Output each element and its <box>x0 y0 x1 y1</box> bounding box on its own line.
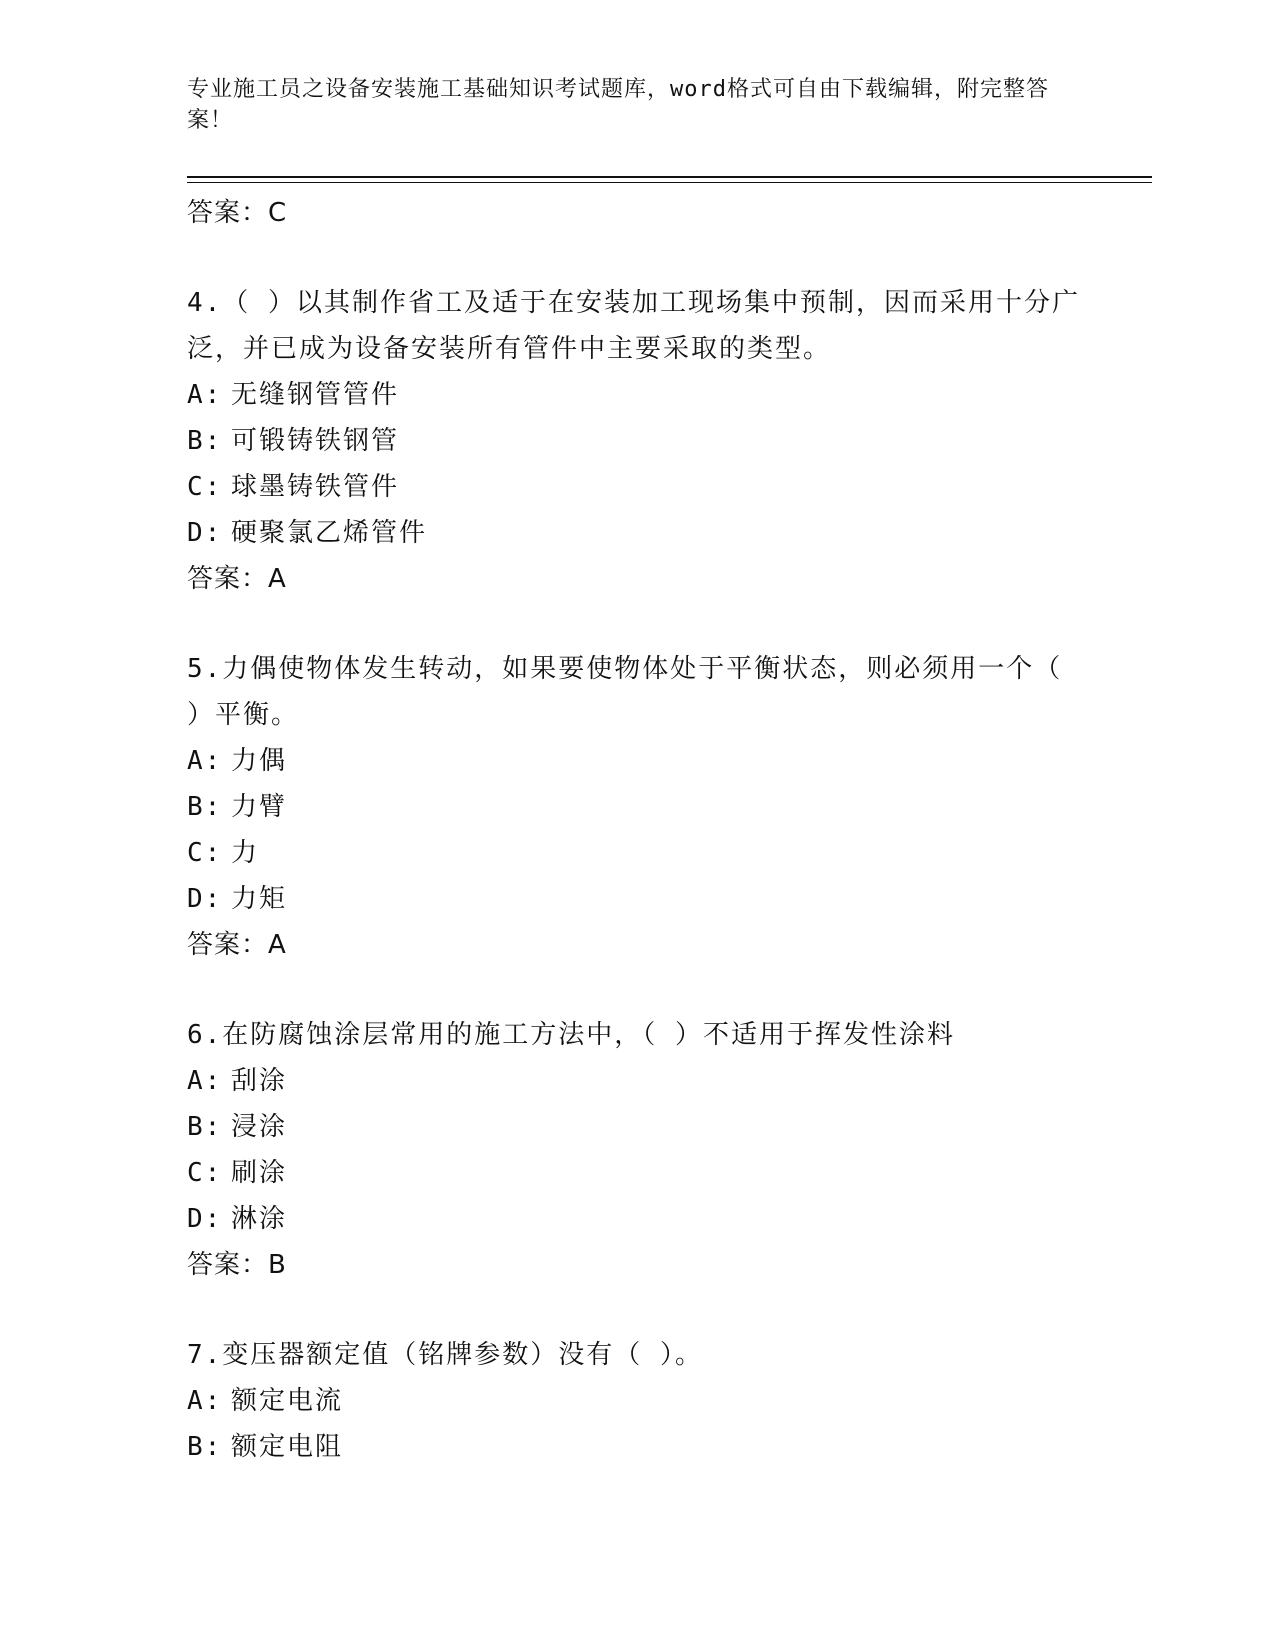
option-label: C: <box>187 1158 223 1188</box>
question-list <box>187 190 1087 1470</box>
option-text: 额定电阻 <box>231 1432 344 1462</box>
option-label: D: <box>187 1204 223 1234</box>
option-a <box>187 1378 1087 1424</box>
option-label: D: <box>187 884 223 914</box>
question-stem: 5.力偶使物体发生转动，如果要使物体处于平衡状态，则必须用一个（ ）平衡。 <box>187 654 1063 730</box>
option-b <box>187 1424 1087 1470</box>
page-header: 专业施工员之设备安装施工基础知识考试题库，word格式可自由下载编辑，附完整答案！ <box>187 77 1049 133</box>
option-label: B: <box>187 792 223 822</box>
option-c <box>187 1150 1087 1196</box>
option-text: 硬聚氯乙烯管件 <box>231 518 428 548</box>
option-label: B: <box>187 1112 223 1142</box>
option-text: 力 <box>231 838 260 868</box>
question-item <box>187 280 1087 602</box>
option-text: 力矩 <box>231 884 288 914</box>
question-item <box>187 1012 1087 1288</box>
answer-text: 答案：C <box>187 198 288 228</box>
question-stem: 4.（ ）以其制作省工及适于在安装加工现场集中预制，因而采用十分广泛，并已成为设备安装所有管件中主要采取的类型。 <box>187 288 1080 364</box>
option-text: 可锻铸铁钢管 <box>231 426 400 456</box>
option-a <box>187 738 1087 784</box>
option-b <box>187 1104 1087 1150</box>
option-d <box>187 876 1087 922</box>
question-stem: 7.变压器额定值（铭牌参数）没有（ ）。 <box>187 1340 703 1370</box>
option-label: C: <box>187 838 223 868</box>
option-d <box>187 510 1087 556</box>
option-text: 刷涂 <box>231 1158 288 1188</box>
answer-text: 答案：A <box>187 564 287 594</box>
option-text: 浸涂 <box>231 1112 288 1142</box>
option-b <box>187 784 1087 830</box>
option-c <box>187 464 1087 510</box>
header-rule-thin <box>187 182 1152 183</box>
option-label: A: <box>187 1386 223 1416</box>
answer-text: 答案：B <box>187 1250 287 1280</box>
option-text: 刮涂 <box>231 1066 288 1096</box>
option-text: 力臂 <box>231 792 288 822</box>
option-c <box>187 830 1087 876</box>
option-label: A: <box>187 1066 223 1096</box>
option-label: A: <box>187 380 223 410</box>
option-text: 无缝钢管管件 <box>231 380 400 410</box>
option-text: 力偶 <box>231 746 288 776</box>
option-d <box>187 1196 1087 1242</box>
answer-text: 答案：A <box>187 930 287 960</box>
option-label: A: <box>187 746 223 776</box>
option-b <box>187 418 1087 464</box>
header-rule <box>187 176 1152 178</box>
option-a <box>187 1058 1087 1104</box>
option-text: 球墨铸铁管件 <box>231 472 400 502</box>
question-stem: 6.在防腐蚀涂层常用的施工方法中，（ ）不适用于挥发性涂料 <box>187 1020 955 1050</box>
option-text: 淋涂 <box>231 1204 288 1234</box>
option-label: B: <box>187 426 223 456</box>
option-label: D: <box>187 518 223 548</box>
question-item <box>187 646 1087 968</box>
option-label: B: <box>187 1432 223 1462</box>
question-item <box>187 1332 1087 1470</box>
option-text: 额定电流 <box>231 1386 344 1416</box>
option-a <box>187 372 1087 418</box>
option-label: C: <box>187 472 223 502</box>
